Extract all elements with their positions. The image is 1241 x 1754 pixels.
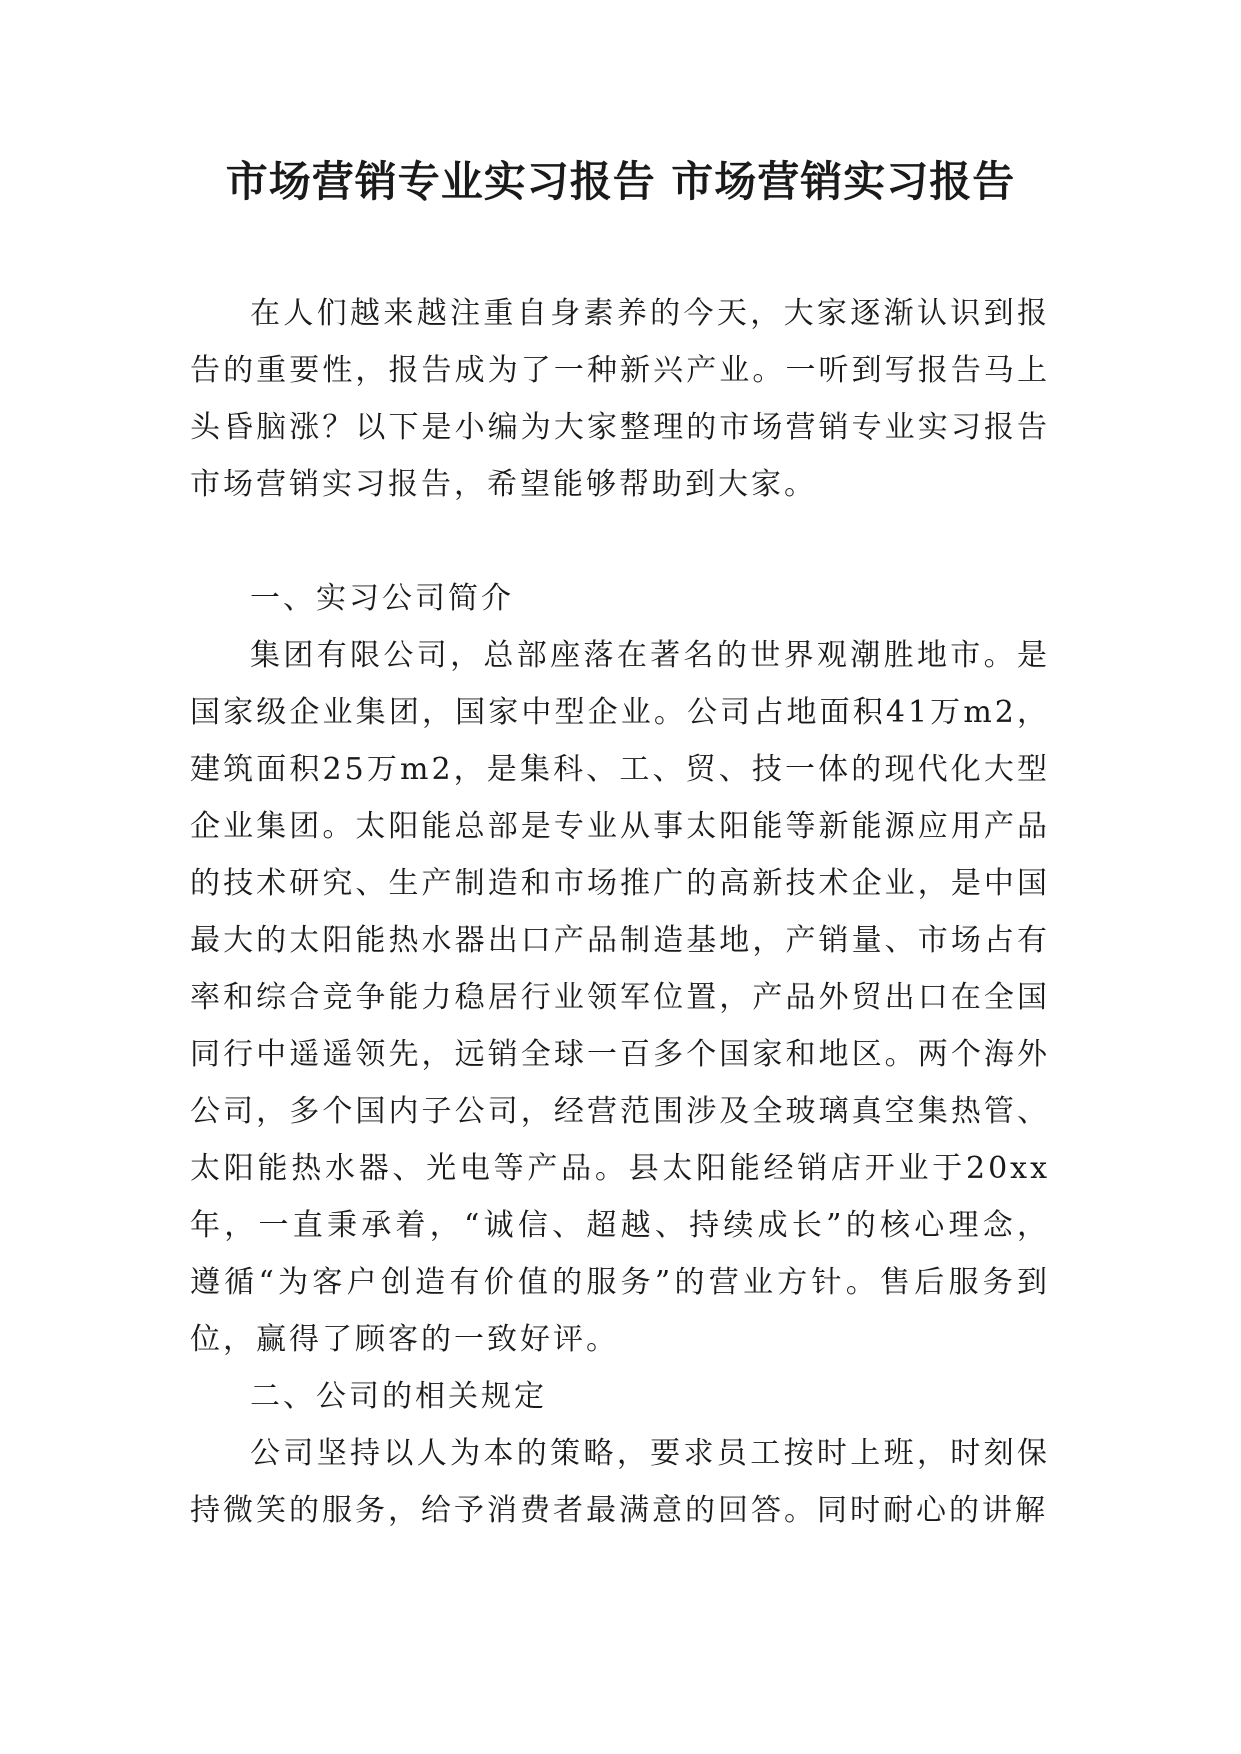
company-intro-paragraph: 集团有限公司，总部座落在著名的世界观潮胜地市。是国家级企业集团，国家中型企业。公司占地面积41万m2，建筑面积25万m2，是集科、工、贸、技一体的现代化大型企业集团。太阳能总部是专业从事太阳能等新能源应用产品的技术研究、生产制造和市场推广的高新技术企业，是中国最大的太阳能热水器出口产品制造基地，产销量、市场占有率和综合竞争能力稳居行业领军位置，产品外贸出口在全国同行中遥遥领先，远销全球一百多个国家和地区。两个海外公司，多个国内子公司，经营范围涉及全玻璃真空集热管、太阳能热水器、光电等产品。县太阳能经销店开业于20xx年，一直秉承着，“诚信、超越、持续成长”的核心理念，遵循“为客户创造有价值的服务”的营业方针。售后服务到位，赢得了顾客的一致好评。 [190,638,1050,1357]
paragraph-gap [190,513,1050,570]
section-heading-company-rules: 二、公司的相关规定 [250,1379,547,1414]
company-rules-paragraph: 公司坚持以人为本的策略，要求员工按时上班，时刻保持微笑的服务，给予消费者最满意的回答。同时耐心的讲解 [190,1436,1050,1528]
section-heading-company-intro: 一、实习公司简介 [250,581,514,616]
intro-paragraph: 在人们越来越注重自身素养的今天，大家逐渐认识到报告的重要性，报告成为了一种新兴产业。一听到写报告马上头昏脑涨？以下是小编为大家整理的市场营销专业实习报告 市场营销实习报告，希望能够帮助到大家。 [190,296,1050,502]
document-title: 市场营销专业实习报告 市场营销实习报告 [225,157,1016,206]
document-body [190,285,1050,1539]
